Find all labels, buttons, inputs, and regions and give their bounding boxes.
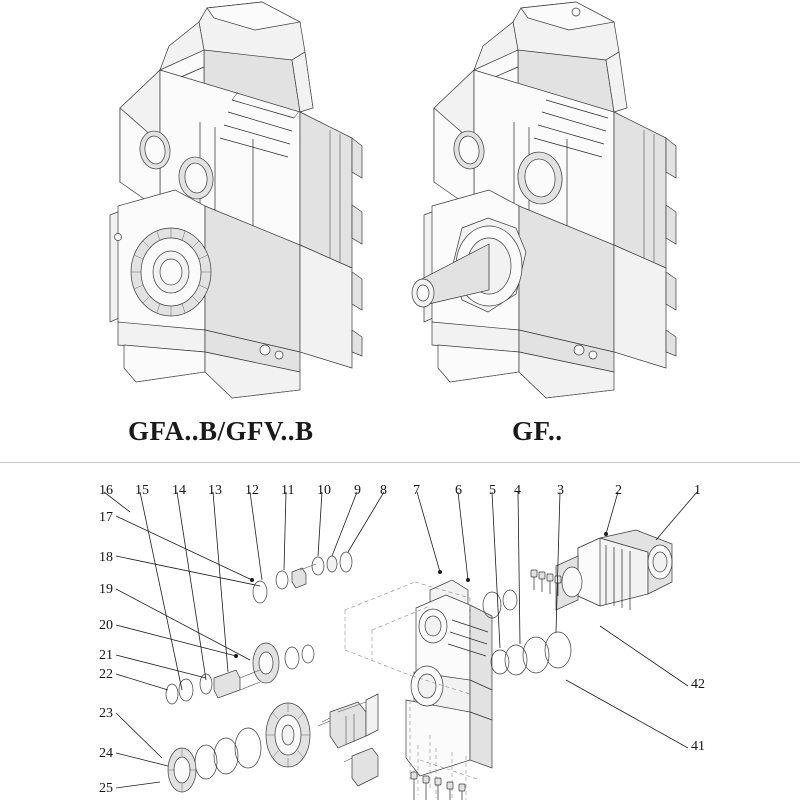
callout-11: 11 [281,483,295,498]
callout-6: 6 [455,483,462,498]
callout-16: 16 [99,483,113,498]
caption-gf: GF.. [512,416,563,446]
callout-4: 4 [514,483,521,498]
callout-9: 9 [354,483,361,498]
callout-5: 5 [489,483,496,498]
callout-20: 20 [99,618,113,633]
callout-17: 17 [99,510,113,525]
callout-14: 14 [172,483,186,498]
callout-12: 12 [245,483,259,498]
callout-13: 13 [208,483,222,498]
callout-19: 19 [99,582,113,597]
callout-25: 25 [99,781,113,796]
callout-22: 22 [99,667,113,682]
callout-3: 3 [557,483,564,498]
caption-gfa-gfv: GFA..B/GFV..B [128,416,314,446]
callout-7: 7 [413,483,420,498]
callout-24: 24 [99,746,113,761]
callout-42: 42 [691,677,705,692]
callout-2: 2 [615,483,622,498]
callout-1: 1 [694,483,701,498]
callout-15: 15 [135,483,149,498]
callout-8: 8 [380,483,387,498]
callout-23: 23 [99,706,113,721]
callout-18: 18 [99,550,113,565]
callout-21: 21 [99,648,113,663]
callout-41: 41 [691,739,705,754]
callout-10: 10 [317,483,331,498]
bottom-exploded-panel [0,462,800,801]
